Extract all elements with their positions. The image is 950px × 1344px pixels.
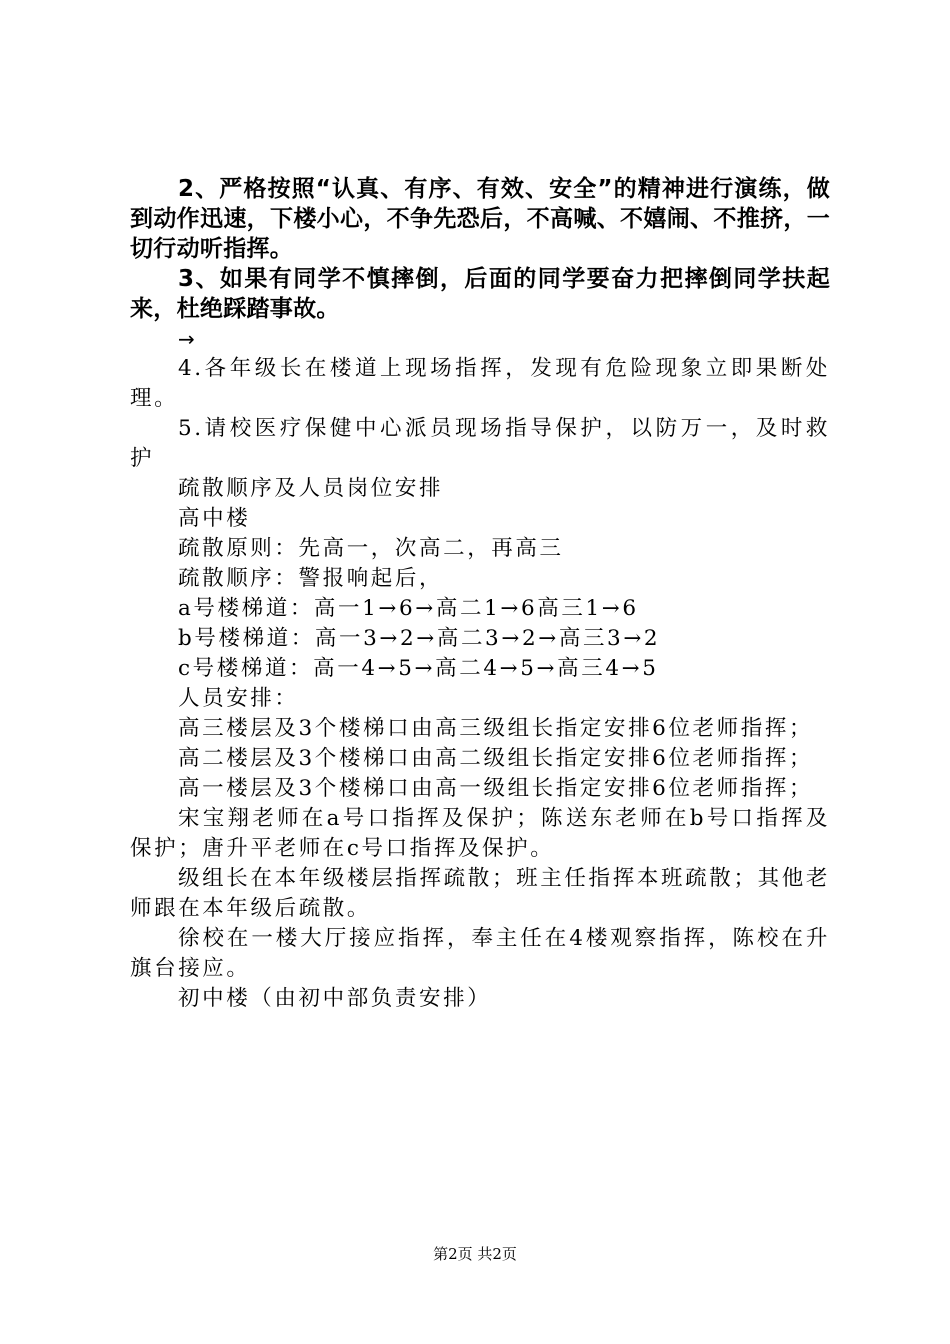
heading-senior-building: 高中楼 <box>178 506 251 531</box>
staff-grade-2: 高二楼层及3个楼梯口由高二级组长指定安排6位老师指挥； <box>178 746 814 771</box>
arrow-icon: → <box>178 327 195 351</box>
stair-a-route: a号楼梯道：高一1→6→高二1→6高三1→6 <box>178 596 639 621</box>
heading-evacuation-order: 疏散顺序及人员岗位安排 <box>178 476 444 501</box>
stair-b-route: b号楼梯道：高一3→2→高二3→2→高三3→2 <box>178 626 661 651</box>
staff-stair-teachers: 宋宝翔老师在a号口指挥及保护；陈送东老师在b号口指挥及保护；唐升平老师在c号口指挥及保护。 <box>130 806 830 861</box>
paragraph-rule-5: 5.请校医疗保健中心派员现场指导保护，以防万一，及时救护 <box>130 416 830 471</box>
staff-grade-leaders: 级组长在本年级楼层指挥疏散；班主任指挥本班疏散；其他老师跟在本年级后疏散。 <box>130 866 830 921</box>
bold-section <box>130 174 830 324</box>
serif-section <box>130 354 830 1014</box>
page-footer: 第2页 共2页 <box>433 1245 517 1263</box>
stair-c-route: c号楼梯道：高一4→5→高二4→5→高三4→5 <box>178 656 659 681</box>
staff-principals: 徐校在一楼大厅接应指挥，奉主任在4楼观察指挥，陈校在升旗台接应。 <box>130 926 830 981</box>
paragraph-rule-4: 4.各年级长在楼道上现场指挥，发现有危险现象立即果断处理。 <box>130 356 830 411</box>
staff-grade-3: 高三楼层及3个楼梯口由高三级组长指定安排6位老师指挥； <box>178 716 814 741</box>
heading-staff: 人员安排： <box>178 686 299 711</box>
evacuation-principle: 疏散原则：先高一，次高二，再高三 <box>178 536 564 561</box>
staff-grade-1: 高一楼层及3个楼梯口由高一级组长指定安排6位老师指挥； <box>178 776 814 801</box>
document-content <box>130 174 830 1014</box>
paragraph-rule-2: 2、严格按照“认真、有序、有效、安全”的精神进行演练，做到动作迅速，下楼小心，不争先恐后，不高喊、不嬉闹、不推挤，一切行动听指挥。 <box>130 176 830 262</box>
paragraph-rule-3: 3、如果有同学不慎摔倒，后面的同学要奋力把摔倒同学扶起来，杜绝踩踏事故。 <box>130 266 830 322</box>
evacuation-sequence: 疏散顺序：警报响起后， <box>178 566 444 591</box>
heading-junior-building: 初中楼（由初中部负责安排） <box>178 986 492 1011</box>
